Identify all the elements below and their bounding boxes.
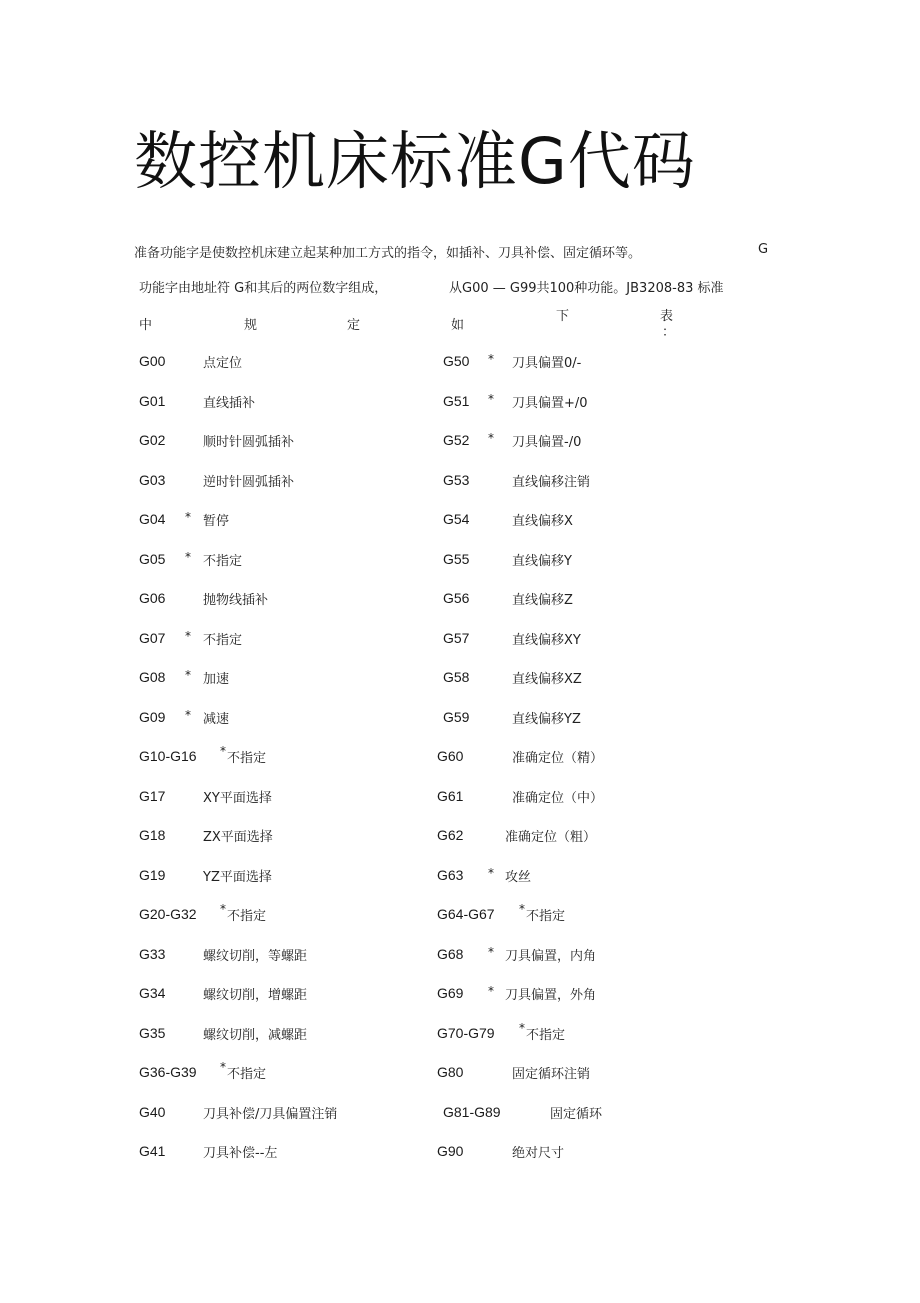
intro-line-2b: 从G00 — G99共100种功能。JB3208-83 标准 — [449, 281, 724, 296]
star-mark: * — [519, 902, 525, 916]
g-code: G51 — [443, 392, 470, 409]
star-mark: * — [488, 865, 494, 880]
intro-line-3-word: 中 — [139, 318, 153, 333]
g-code: G90 — [437, 1143, 464, 1159]
g-code-description: 不指定 — [526, 909, 566, 924]
star-mark: * — [185, 707, 191, 722]
g-code: G81-G89 — [443, 1103, 501, 1120]
right-code-row — [0, 550, 920, 570]
g-code-description: 直线偏移XZ — [512, 672, 582, 687]
right-code-row — [0, 708, 920, 728]
g-code-description: ZX平面选择 — [203, 830, 273, 845]
intro-line-3-word: 如 — [451, 318, 465, 333]
intro-line-3-word: ： — [662, 325, 676, 340]
g-code: G41 — [139, 1143, 166, 1159]
g-code-description: 刀具偏置0/- — [512, 356, 582, 371]
g-code: G35 — [139, 1024, 166, 1041]
g-code: G17 — [139, 787, 166, 804]
star-mark: * — [185, 628, 191, 643]
g-code: G68 — [437, 945, 464, 962]
right-code-row — [0, 471, 920, 491]
g-code-description: 不指定 — [203, 632, 243, 648]
star-mark: * — [488, 984, 494, 998]
g-code-description: 不指定 — [227, 909, 267, 924]
star-mark: * — [185, 549, 191, 564]
g-code: G59 — [443, 708, 470, 725]
right-code-row — [0, 629, 920, 649]
star-mark: * — [488, 391, 494, 406]
g-code: G09 — [139, 708, 166, 725]
g-code: G63 — [437, 866, 464, 883]
g-code: G54 — [443, 511, 470, 527]
intro-line-3-word: 下 — [556, 309, 570, 324]
star-mark: * — [185, 668, 191, 682]
g-code: G19 — [139, 866, 166, 883]
g-code: G02 — [139, 432, 166, 448]
g-code-description: 刀具补偿/刀具偏置注销 — [203, 1106, 338, 1122]
g-code-description: 准确定位（中） — [512, 790, 604, 806]
star-mark: * — [488, 431, 494, 445]
g-code-description: 刀具偏置+/0 — [512, 395, 588, 411]
g-code-description: 攻丝 — [505, 869, 532, 885]
right-code-row — [0, 589, 920, 609]
g-code: G40 — [139, 1103, 166, 1120]
g-code: G20-G32 — [139, 906, 197, 922]
g-code-description: 刀具补偿--左 — [203, 1146, 278, 1161]
g-code: G57 — [443, 629, 470, 646]
g-code: G08 — [139, 669, 166, 685]
g-code: G05 — [139, 550, 166, 567]
g-code: G07 — [139, 629, 166, 646]
g-code: G69 — [437, 985, 464, 1001]
g-code-description: 固定循环 — [550, 1106, 603, 1122]
g-code-description: 逆时针圆弧插补 — [203, 474, 295, 490]
g-code-description: 绝对尺寸 — [512, 1146, 565, 1161]
right-code-row — [0, 668, 920, 688]
intro-line-1-g: G — [758, 242, 769, 257]
right-code-row — [0, 431, 920, 451]
g-code-description: YZ平面选择 — [203, 869, 272, 885]
g-code: G00 — [139, 353, 166, 369]
g-code-description: 不指定 — [203, 553, 243, 569]
g-code-description: 直线偏移Z — [512, 593, 573, 608]
g-code: G60 — [437, 748, 464, 764]
intro-line-3-word: 定 — [347, 318, 361, 333]
g-code-description: 点定位 — [203, 356, 243, 371]
star-mark: * — [519, 1020, 525, 1035]
g-code: G64-G67 — [437, 906, 495, 922]
g-code: G56 — [443, 590, 470, 606]
page-title: 数控机床标准G代码 — [134, 125, 696, 198]
g-code-description: 不指定 — [227, 751, 267, 766]
g-code-description: 刀具偏置，外角 — [505, 988, 597, 1003]
g-code: G18 — [139, 827, 166, 843]
right-code-row — [0, 787, 920, 807]
g-code-description: 顺时针圆弧插补 — [203, 435, 295, 450]
g-code-description: 刀具偏置-/0 — [512, 435, 582, 450]
g-code: G62 — [437, 827, 464, 843]
g-code-description: 刀具偏置，内角 — [505, 948, 597, 964]
g-code-description: XY平面选择 — [203, 790, 272, 806]
g-code: G61 — [437, 787, 464, 804]
star-mark: * — [220, 744, 226, 758]
right-code-row — [0, 392, 920, 412]
g-code: G03 — [139, 471, 166, 488]
right-code-row — [0, 984, 920, 1004]
g-code-description: 螺纹切削，减螺距 — [203, 1027, 308, 1043]
g-code: G01 — [139, 392, 166, 409]
star-mark: * — [220, 902, 226, 916]
g-code: G50 — [443, 353, 470, 369]
right-code-row — [0, 1063, 920, 1083]
g-code: G33 — [139, 945, 166, 962]
g-code: G34 — [139, 985, 166, 1001]
g-code-description: 不指定 — [526, 1027, 566, 1043]
g-code: G80 — [437, 1064, 464, 1080]
right-code-row — [0, 866, 920, 886]
g-code-description: 直线偏移Y — [512, 553, 572, 569]
right-code-row — [0, 1103, 920, 1123]
star-mark: * — [488, 352, 494, 366]
right-code-row — [0, 747, 920, 767]
g-code: G70-G79 — [437, 1024, 495, 1041]
g-code: G04 — [139, 511, 166, 527]
g-code-description: 固定循环注销 — [512, 1067, 591, 1082]
right-code-row — [0, 352, 920, 372]
g-code-description: 直线偏移注销 — [512, 474, 591, 490]
g-code-description: 螺纹切削，等螺距 — [203, 948, 308, 964]
g-code: G52 — [443, 432, 470, 448]
g-code-description: 直线偏移X — [512, 514, 573, 529]
intro-line-2a: 功能字由地址符 G和其后的两位数字组成， — [139, 281, 388, 296]
star-mark: * — [185, 510, 191, 524]
g-code-description: 减速 — [203, 711, 230, 727]
star-mark: * — [488, 944, 494, 959]
right-code-row — [0, 1142, 920, 1162]
g-code-description: 直线偏移YZ — [512, 711, 581, 727]
g-code: G53 — [443, 471, 470, 488]
g-code: G55 — [443, 550, 470, 567]
g-code-description: 加速 — [203, 672, 230, 687]
intro-line-1: 准备功能字是使数控机床建立起某种加工方式的指令，如插补、刀具补偿、固定循环等。 — [134, 246, 642, 261]
intro-line-3-word: 表 — [660, 309, 674, 324]
g-code-description: 直线偏移XY — [512, 632, 581, 648]
g-code-description: 准确定位（精） — [512, 751, 604, 766]
intro-line-3-word: 规 — [244, 318, 258, 333]
g-code-description: 螺纹切削，增螺距 — [203, 988, 308, 1003]
right-code-row — [0, 1020, 920, 1044]
g-code-description: 准确定位（粗） — [505, 830, 597, 845]
g-code: G58 — [443, 669, 470, 685]
g-code-description: 不指定 — [227, 1067, 267, 1082]
right-code-row — [0, 510, 920, 530]
g-code-description: 直线插补 — [203, 395, 256, 411]
g-code: G10-G16 — [139, 748, 197, 764]
right-code-row — [0, 945, 920, 965]
g-code-description: 暂停 — [203, 514, 230, 529]
right-code-row — [0, 902, 920, 925]
right-code-row — [0, 826, 920, 846]
g-code: G06 — [139, 590, 166, 606]
g-code: G36-G39 — [139, 1064, 197, 1080]
g-code-description: 抛物线插补 — [203, 593, 269, 608]
star-mark: * — [220, 1060, 226, 1074]
